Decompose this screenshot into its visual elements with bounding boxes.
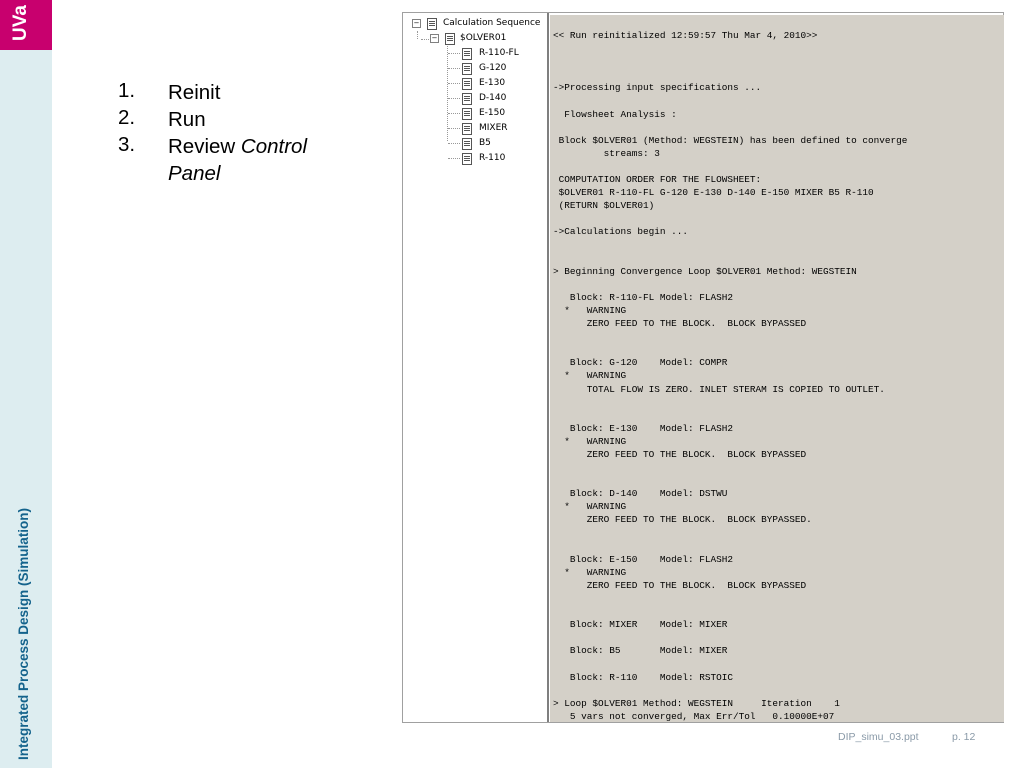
tree-root[interactable]: Calculation Sequence [443, 18, 541, 28]
block-icon [462, 123, 472, 135]
step-text-plain: Review [168, 135, 241, 158]
step-number: 1. [118, 79, 136, 102]
block-icon [462, 108, 472, 120]
step-text: Run [168, 108, 206, 131]
footer-filename: DIP_simu_03.ppt [838, 731, 919, 743]
tree-solver[interactable]: $OLVER01 [460, 33, 507, 43]
tree-block-item[interactable]: B5 [479, 138, 491, 148]
block-icon [462, 48, 472, 60]
tree-block-item[interactable]: E-130 [479, 78, 506, 88]
step-text [168, 133, 358, 187]
block-icon [462, 93, 472, 105]
step-item [118, 106, 358, 133]
block-icon [462, 63, 472, 75]
tree-block-item[interactable]: G-120 [479, 63, 507, 73]
step-number: 2. [118, 106, 136, 129]
tree-block-item[interactable]: R-110-FL [479, 48, 519, 58]
step-text-italic: Control Panel [168, 135, 308, 185]
sequence-icon [427, 18, 437, 30]
console-output: << Run reinitialized 12:59:57 Thu Mar 4, 2010>> ->Processing input specifications ... Flowsheet Analysis : Block $OLVER01 (Method: WEGSTEIN) has been defined to converge streams: 3 COMPUTATION ORDER FOR THE FLOWSHEET: $OLVER01 R-110-FL G-120 E-130 D-140 E-150 MIXER B5 R-110 (RETURN $OLVER01) ->Calculations begin ... > Beginning Convergence Loop $OLVER01 Method: WEGSTEIN Block: R-110-FL Model: FLASH2 * WARNING ZERO FEED TO THE BLOCK. BLOCK BYPASSED Block: G-120 Model: COMPR * WARNING TOTAL FLOW IS ZERO. INLET STERAM IS COPIED TO OUTLET. Block: E-130 Model: FLASH2 * WARNING ZERO FEED TO THE BLOCK. BLOCK BYPASSED Block: D-140 Model: DSTWU * WARNING ZERO FEED TO THE BLOCK. BLOCK BYPASSED. Block: E-150 Model: FLASH2 * WARNING ZERO FEED TO THE BLOCK. BLOCK BYPASSED Block: MIXER Model: MIXER Block: B5 Model: MIXER Block: R-110 Model: RSTOIC > Loop $OLVER01 Method: WEGSTEIN Iteration 1 5 vars not converged, Max Err/Tol 0.10000E+07 [553, 30, 908, 722]
footer-page-number: p. 12 [952, 731, 976, 743]
tree-block-item[interactable]: E-150 [479, 108, 506, 118]
calculation-tree [403, 13, 549, 722]
step-number: 3. [118, 133, 136, 156]
block-icon [462, 78, 472, 90]
step-item [118, 79, 358, 106]
collapse-toggle[interactable]: − [413, 19, 420, 27]
control-panel-console[interactable] [549, 15, 1004, 722]
collapse-toggle[interactable]: − [431, 34, 438, 42]
block-icon [462, 153, 472, 165]
sidebar-title: Integrated Process Design (Simulation) [16, 507, 31, 760]
sidebar [0, 0, 52, 768]
step-item [118, 133, 358, 185]
solver-icon [445, 33, 455, 45]
logo-text: UVa [10, 5, 31, 41]
step-text: Reinit [168, 81, 221, 104]
uva-logo [0, 0, 52, 50]
tree-block-item[interactable]: R-110 [479, 153, 506, 163]
tree-block-item[interactable]: D-140 [479, 93, 507, 103]
steps-list [118, 79, 358, 185]
tree-block-item[interactable]: MIXER [479, 123, 508, 133]
block-icon [462, 138, 472, 150]
simulator-screenshot [402, 12, 1004, 723]
